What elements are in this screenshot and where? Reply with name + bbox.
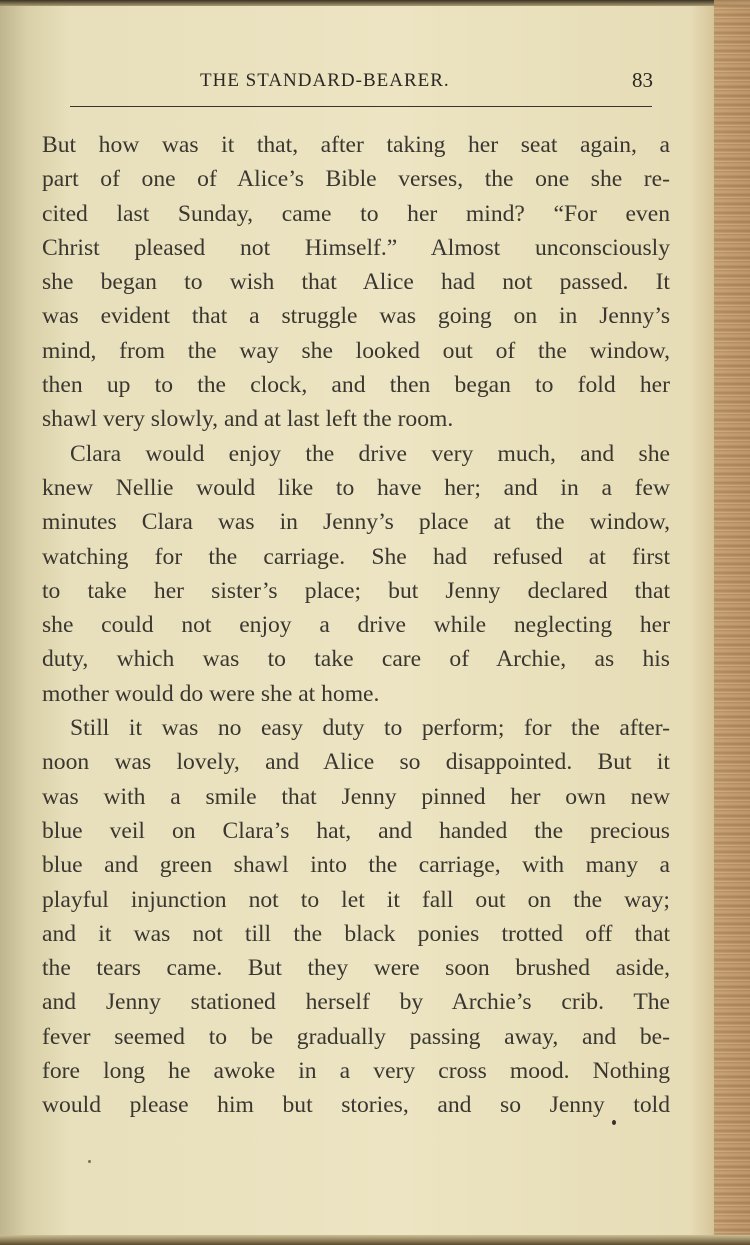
text-line: duty, which was to take care of Archie, as his [42, 646, 670, 673]
page-bottom-edge [0, 1235, 750, 1245]
text-line: Clara would enjoy the drive very much, and she [70, 440, 670, 467]
text-line: But how was it that, after taking her seat again, a [42, 132, 670, 158]
text-line: to take her sister’s place; but Jenny declared that [42, 577, 670, 604]
page-fore-edge [714, 0, 750, 1245]
text-line: part of one of Alice’s Bible verses, the one she re- [42, 166, 670, 193]
text-line: noon was lovely, and Alice so disappointed. But it [42, 749, 670, 776]
page-header [40, 66, 655, 96]
text-line: knew Nellie would like to have her; and in a few [42, 474, 670, 501]
text-line: blue and green shawl into the carriage, with many a [42, 852, 670, 879]
ink-speck [612, 1120, 616, 1125]
text-line: was with a smile that Jenny pinned her own new [42, 783, 670, 810]
text-line: and it was not till the black ponies trotted off that [42, 920, 670, 947]
text-line: Still it was no easy duty to perform; for the after- [70, 715, 670, 742]
running-head: THE STANDARD-BEARER. [200, 70, 450, 91]
text-line: she began to wish that Alice had not passed. It [42, 269, 670, 296]
ink-speck [88, 1160, 91, 1163]
header-rule [70, 106, 652, 107]
text-line: fore long he awoke in a very cross mood. Nothing [42, 1058, 670, 1085]
text-line: blue veil on Clara’s hat, and handed the precious [42, 817, 670, 844]
text-line: mother would do were she at home. [42, 680, 380, 707]
body-text [42, 128, 670, 1123]
page-top-edge [0, 0, 750, 6]
text-line: and Jenny stationed herself by Archie’s crib. The [42, 989, 670, 1016]
text-line: shawl very slowly, and at last left the room. [42, 406, 454, 433]
text-line: cited last Sunday, came to her mind? “For even [42, 200, 670, 227]
text-line: fever seemed to be gradually passing away, and be- [42, 1023, 670, 1050]
text-line: was evident that a struggle was going on in Jenny’s [42, 303, 670, 330]
text-line: playful injunction not to let it fall out on the way; [42, 886, 670, 913]
text-line: minutes Clara was in Jenny’s place at the window, [42, 509, 670, 536]
text-line: she could not enjoy a drive while neglecting her [42, 612, 670, 639]
text-line: then up to the clock, and then began to fold her [42, 372, 670, 399]
text-line: would please him but stories, and so Jenny told [42, 1092, 670, 1119]
text-line: watching for the carriage. She had refused at first [42, 543, 670, 570]
text-line: mind, from the way she looked out of the window, [42, 337, 670, 364]
text-line: the tears came. But they were soon brushed aside, [42, 955, 670, 982]
text-line: Christ pleased not Himself.” Almost unconsciously [42, 234, 670, 261]
page-number: 83 [632, 68, 653, 92]
